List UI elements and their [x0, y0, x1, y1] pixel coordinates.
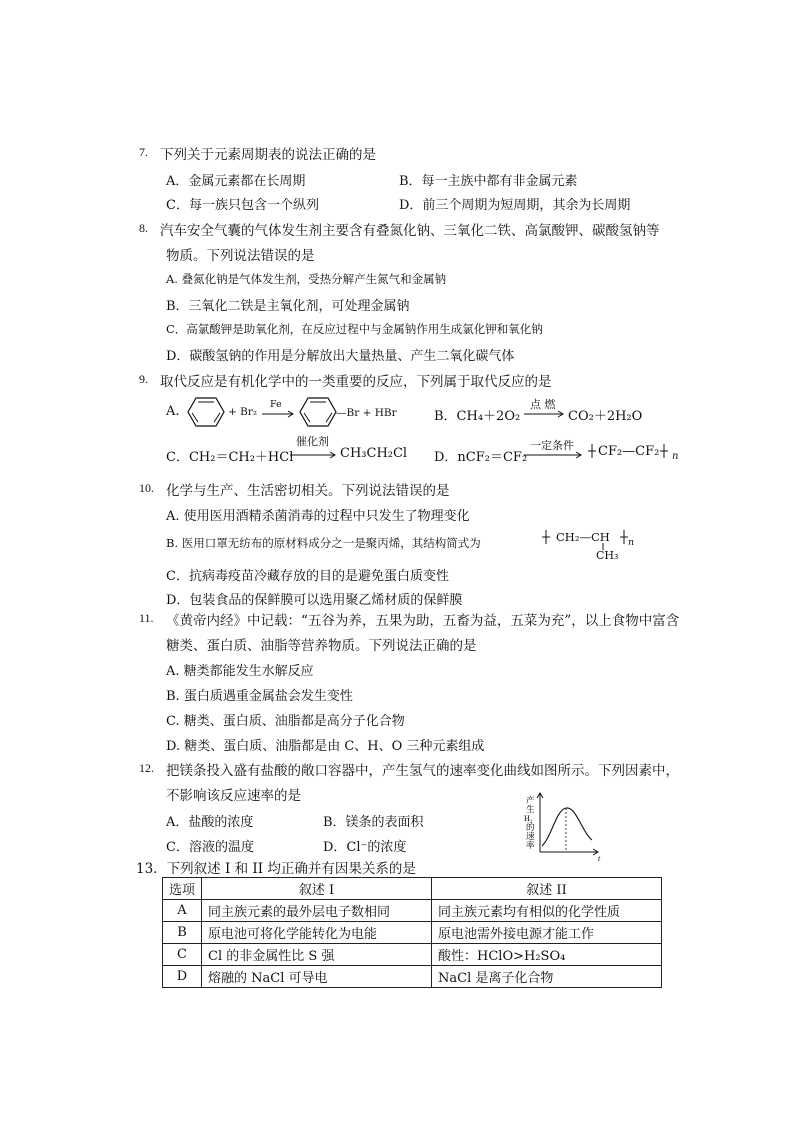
graph-ylabel — [524, 795, 535, 850]
q10-b-structure-main: CH₂—CH — [556, 530, 610, 544]
table-row — [163, 900, 662, 922]
q8-number: 8. — [139, 221, 148, 235]
h2-rate-graph — [518, 790, 604, 862]
q10-option-c: C．抗病毒疫苗冷藏存放的目的是避免蛋白质变性 — [166, 569, 449, 584]
q7-option-c: C．每一族只包含一个纵列 — [166, 198, 319, 213]
q11-option-c: C. 糖类、蛋白质、油脂都是高分子化合物 — [166, 714, 405, 729]
table-cell-statement-2: 酸性：HClO>H₂SO₄ — [432, 944, 662, 966]
table-cell-statement-1: 原电池可将化学能转化为电能 — [202, 922, 432, 944]
q9-c-product: CH₃CH₂Cl — [340, 446, 408, 461]
table-cell-statement-1: 熔融的 NaCl 可导电 — [202, 966, 432, 988]
q7-option-d: D．前三个周期为短周期，其余为长周期 — [399, 198, 631, 213]
q9-a-product: —Br + HBr — [336, 407, 397, 419]
q9-option-b: B．CH₄＋2O₂ — [434, 409, 521, 424]
q12-option-b: B．镁条的表面积 — [323, 815, 424, 830]
graph-ylabel-4: 速 — [526, 831, 535, 841]
q9-stem: 取代反应是有机化学中的一类重要的反应，下列属于取代反应的是 — [160, 374, 552, 390]
q12-number: 12. — [139, 761, 154, 775]
graph-ylabel-1: 生 — [526, 804, 535, 814]
q10-option-d: D．包装食品的保鲜膜可以选用聚乙烯材质的保鲜膜 — [166, 593, 463, 608]
q12-option-d: D．Cl⁻的浓度 — [323, 840, 407, 855]
q9-a-fe-condition: Fe — [270, 399, 282, 410]
table-row — [163, 966, 662, 988]
q10-option-a: A. 使用医用酒精杀菌消毒的过程中只发生了物理变化 — [166, 509, 470, 524]
table-header-option: 选项 — [163, 878, 202, 900]
q10-option-b: B. 医用口罩无纺布的原材料成分之一是聚丙烯，其结构简式为 — [166, 536, 481, 550]
table-header-statement-1: 叙述 I — [202, 878, 432, 900]
q11-option-a: A. 糖类都能发生水解反应 — [166, 664, 314, 679]
table-row — [163, 944, 662, 966]
q11-stem-line1: 《黄帝内经》中记载：“五谷为养，五果为助，五畜为益，五菜为充”，以上食物中富含 — [166, 613, 680, 629]
table-cell-option: B — [163, 922, 202, 944]
graph-ylabel-3: 的 — [526, 822, 535, 832]
q9-option-d: D．nCF₂＝CF₂ — [434, 450, 528, 465]
table-cell-statement-1: 同主族元素的最外层电子数相同 — [202, 900, 432, 922]
q11-number: 11. — [139, 611, 154, 625]
q7-stem: 下列关于元素周期表的说法正确的是 — [160, 147, 376, 163]
graph-ylabel-5: 率 — [526, 840, 535, 850]
q12-stem-line1: 把镁条投入盛有盐酸的敞口容器中，产生氢气的速率变化曲线如图所示。下列因素中， — [166, 763, 679, 779]
q9-number: 9. — [139, 372, 148, 386]
q9-a-br2: + Br₂ — [228, 406, 258, 418]
table-cell-statement-2: 原电池需外接电源才能工作 — [432, 922, 662, 944]
q7-number: 7. — [139, 145, 148, 159]
table-cell-option: C — [163, 944, 202, 966]
q11-option-d: D. 糖类、蛋白质、油脂都是由 C、H、O 三种元素组成 — [166, 739, 485, 754]
q9-d-condition: 一定条件 — [530, 439, 574, 452]
table-cell-option: D — [163, 966, 202, 988]
table-row — [163, 922, 662, 944]
table-cell-option: A — [163, 900, 202, 922]
q7-option-b: B．每一主族中都有非金属元素 — [399, 174, 578, 189]
benzene-ring-reactant — [186, 394, 226, 430]
benzene-ring-product — [298, 394, 338, 430]
q9-c-condition: 催化剂 — [296, 435, 329, 448]
q9-option-a-label: A. — [166, 404, 180, 419]
q11-option-b: B. 蛋白质遇重金属盐会发生变性 — [166, 689, 353, 704]
q11-stem-line2: 糖类、蛋白质、油脂等营养物质。下列说法正确的是 — [166, 638, 477, 654]
q9-c-arrow — [290, 451, 338, 459]
q9-b-condition: 点 燃 — [530, 398, 556, 411]
q8-option-d: D．碳酸氢钠的作用是分解放出大量热量、产生二氧化碳气体 — [166, 349, 515, 364]
q9-a-arrow — [262, 410, 296, 418]
q10-b-structure-n: n — [628, 537, 635, 548]
q9-a-product-text: Br + HBr — [346, 407, 397, 419]
graph-rate-curve — [542, 808, 592, 846]
table-header-statement-2: 叙述 II — [432, 878, 662, 900]
graph-xlabel: t — [598, 854, 601, 862]
q12-option-a: A．盐酸的浓度 — [166, 815, 254, 830]
q8-option-c: C．高氯酸钾是助氧化剂，在反应过程中与金属钠作用生成氯化钾和氧化钠 — [166, 322, 543, 336]
q10-number: 10. — [139, 481, 154, 495]
q8-stem-line1: 汽车安全气囊的气体发生剂主要含有叠氮化钠、三氧化二铁、高氯酸钾、碳酸氢钠等 — [160, 223, 660, 239]
q9-d-n: n — [672, 451, 679, 462]
q9-option-c: C．CH₂＝CH₂＋HCl — [166, 450, 294, 465]
table-cell-statement-2: NaCl 是离子化合物 — [432, 966, 662, 988]
q10-b-structure-ch3: CH₃ — [596, 549, 619, 562]
q12-stem-line2: 不影响该反应速率的是 — [166, 788, 301, 804]
q8-stem-line2: 物质。下列说法错误的是 — [166, 248, 315, 264]
q9-d-arrow — [524, 451, 584, 459]
q8-option-b: B．三氧化二铁是主氧化剂，可处理金属钠 — [166, 299, 410, 314]
q12-option-c: C．溶液的温度 — [166, 840, 254, 855]
graph-ylabel-2: H₂ — [524, 814, 533, 823]
q8-option-a: A. 叠氮化钠是气体发生剂，受热分解产生氮气和金属钠 — [166, 272, 447, 286]
table-cell-statement-2: 同主族元素均有相似的化学性质 — [432, 900, 662, 922]
q7-option-a: A．金属元素都在长周期 — [166, 174, 306, 189]
q9-b-arrow — [524, 410, 566, 418]
graph-ylabel-0: 产 — [526, 795, 535, 805]
table-cell-statement-1: Cl 的非金属性比 S 强 — [202, 944, 432, 966]
q9-d-product: CF₂—CF₂ — [598, 444, 660, 459]
table-header-row — [163, 878, 662, 900]
q9-b-product: CO₂＋2H₂O — [568, 409, 643, 424]
q13-stem: 13．下列叙述 I 和 II 均正确并有因果关系的是 — [136, 861, 416, 877]
q13-table — [162, 877, 662, 988]
q10-stem: 化学与生产、生活密切相关。下列说法错误的是 — [166, 483, 450, 499]
